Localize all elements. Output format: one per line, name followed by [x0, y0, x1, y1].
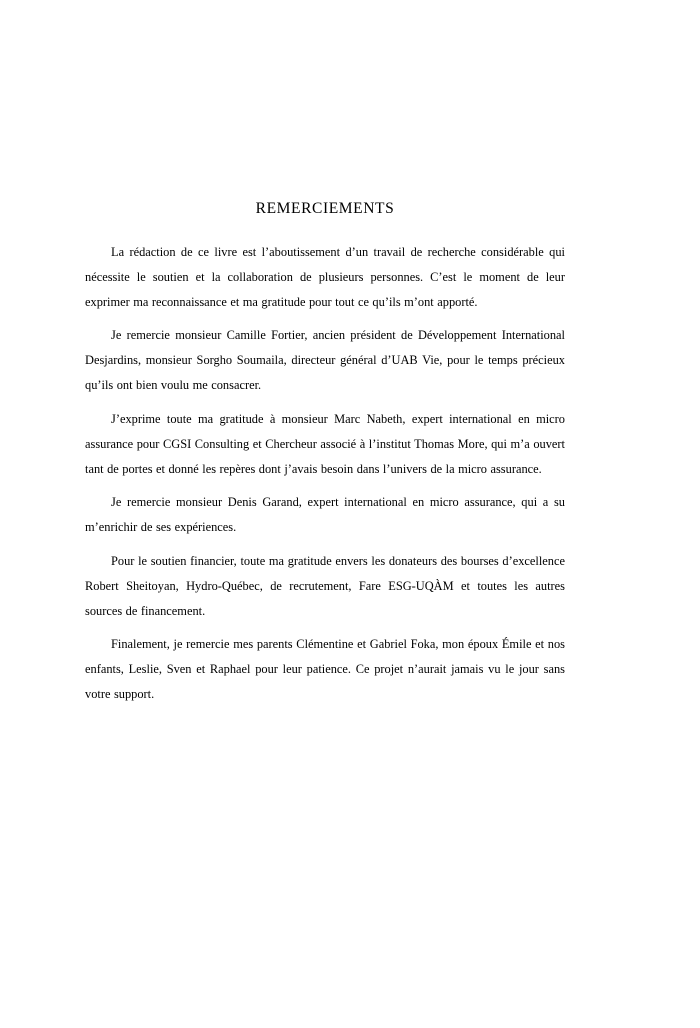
paragraph: Je remercie monsieur Camille Fortier, ancien président de Développement International Desjardins, monsieur Sorgho Soumaila, directeur général d’UAB Vie, pour le temps précieux qu’ils ont bien voulu me consacrer.: [85, 328, 565, 393]
page-title: REMERCIEMENTS: [255, 200, 395, 217]
paragraph: La rédaction de ce livre est l’aboutissement d’un travail de recherche considérable qui nécessite le soutien et la collaboration de plusieurs personnes. C’est le moment de leur exprimer ma reconnaissance et ma gratitude pour tout ce qu’ils m’ont apporté.: [85, 245, 565, 309]
paragraph: J’exprime toute ma gratitude à monsieur Marc Nabeth, expert international en micro assurance pour CGSI Consulting et Chercheur associé à l’institut Thomas More, qui m’a ouvert tant de portes et donné les repères dont j’avais besoin dans l’univers de la micro assurance.: [85, 411, 565, 476]
paragraph: Je remercie monsieur Denis Garand, expert international en micro assurance, qui a su m’enrichir de ses expériences.: [85, 495, 565, 535]
paragraph: Finalement, je remercie mes parents Clémentine et Gabriel Foka, mon époux Émile et nos enfants, Leslie, Sven et Raphael pour leur patience. Ce projet n’aurait jamais vu le jour sans votre support.: [85, 637, 565, 701]
paragraph: Pour le soutien financier, toute ma gratitude envers les donateurs des bourses d’excellence Robert Sheitoyan, Hydro-Québec, de recrutement, Fare ESG-UQÀM et toutes les autres sources de financement.: [85, 553, 565, 618]
document-body: [85, 200, 565, 716]
